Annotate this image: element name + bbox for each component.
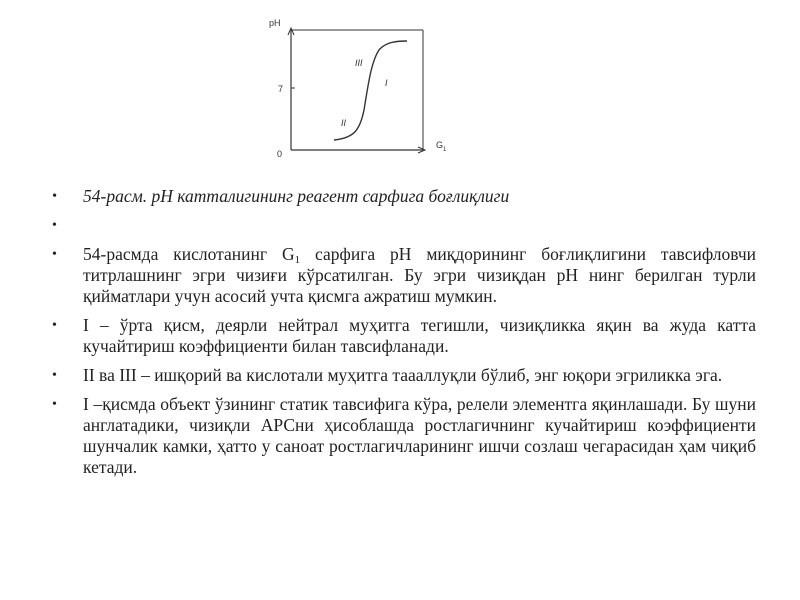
figure-caption: 54-расм. рН катталигининг реагент сарфига боғлиқлиги [83, 186, 510, 206]
x-axis-label-sub: 1 [443, 147, 447, 153]
x-axis-label [436, 140, 447, 153]
bullet-icon: • [52, 397, 57, 412]
paragraph-1-start: 54-расмда кислотанинг G [83, 244, 295, 264]
x-axis-label-main: G [436, 140, 444, 150]
bullet-icon: • [52, 218, 57, 233]
region-label-II: II [341, 118, 347, 128]
paragraph-item-3 [50, 365, 756, 386]
paragraph-1-rest: сарфига рН миқдорининг боғлиқлигини тавсифловчи титрлашнинг эгри чизиғи кўрсатилган. Бу эгри чизиқдан рН нинг берилган турли қийматлари учун асосий учта қисмга ажратиш мумкин. [83, 244, 756, 306]
bullet-icon: • [52, 247, 57, 262]
region-label-III: III [355, 58, 363, 68]
figure-caption-item [50, 186, 756, 207]
region-label-I: I [385, 78, 388, 88]
bullet-icon: • [52, 318, 57, 333]
titration-curve-svg [258, 14, 468, 164]
paragraph-1-subscript: 1 [294, 254, 301, 266]
paragraph-3: II ва III – ишқорий ва кислотали муҳитга таааллуқли бўлиб, энг юқори эгриликка эга. [83, 365, 723, 385]
paragraph-item-1 [50, 244, 756, 307]
titration-curve-figure [258, 14, 468, 164]
bullet-icon: • [52, 189, 57, 204]
paragraph-4: I –қисмда объект ўзининг статик тавсифига кўра, релели элементга яқинлашади. Бу шуни англатадики, чизиқли АРСни ҳисоблашда ростлагичнинг кучайтириш коэффициенти шунчалик камки, ҳатто у саноат ростлагичларининг ишчи созлаш чегарасидан ҳам чиқиб кетади. [83, 394, 756, 477]
y-axis-label: pH [269, 18, 281, 28]
bullet-icon: • [52, 368, 57, 383]
paragraph-2: I – ўрта қисм, деярли нейтрал муҳитга тегишли, чизиқликка яқин ва жуда катта кучайтириш коэффициенти билан тавсифланади. [83, 315, 756, 356]
tick-label-7: 7 [278, 84, 284, 94]
empty-list-item [50, 215, 756, 236]
paragraph-item-2 [50, 315, 756, 357]
tick-label-0: 0 [277, 149, 283, 159]
paragraph-item-4 [50, 394, 756, 478]
bullet-list [50, 186, 756, 486]
paragraph-1 [83, 244, 756, 306]
